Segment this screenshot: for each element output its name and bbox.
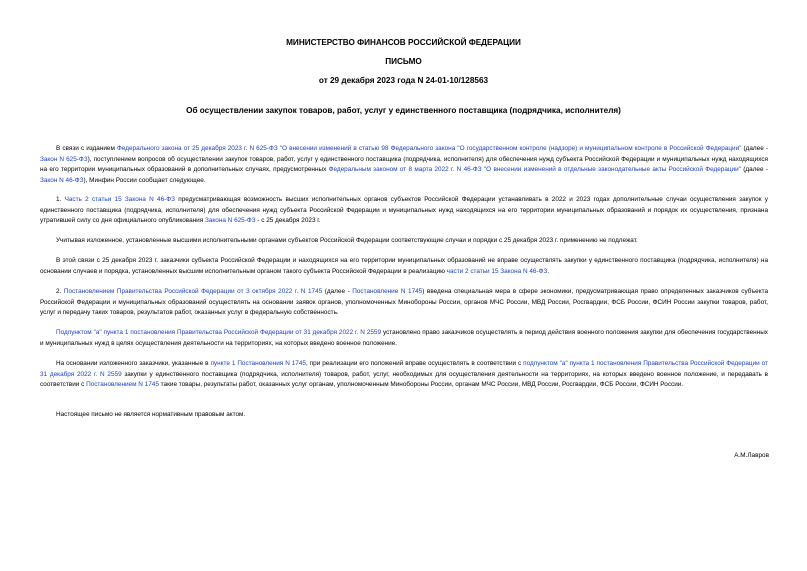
text: предусматривающая возможность высших исполнительных органов субъектов Российской Федерации устанавливать в 2022 и 2023 годах дополнительные случаи осуществления закупок у единственного поставщика (подрядчика, исполнителя) для обеспечения нужд субъекта Российской Федерации и муниципальных нужд находящихся на его территории муниципальных образований и порядок их осуществления, признана утратившей силу со дня официального опубликования (40, 196, 768, 225)
law-link-625fz[interactable]: Закон N 625-ФЗ (40, 155, 88, 163)
text: . (547, 267, 550, 275)
text: На основании изложенного заказчики, указанные в (56, 360, 211, 367)
paragraph-intro (40, 144, 768, 187)
text: , при реализации его положений вправе осуществлять в соответствии с (305, 360, 524, 367)
decree-link-1745[interactable]: Постановлением N 1745 (86, 381, 159, 389)
text: такие товары, результаты работ, оказанных услуг органам, уполномоченным Минобороны России, органам МЧС России, МВД России, Росгвардии, ФСБ России, ФСИН России. (158, 381, 684, 389)
ministry-title: МИНИСТЕРСТВО ФИНАНСОВ РОССИЙСКОЙ ФЕДЕРАЦИИ (286, 38, 521, 47)
text: ), Минфин России сообщает следующее. (83, 177, 206, 185)
text: - с 25 декабря 2023 г. (255, 217, 321, 225)
doc-date-number: от 29 декабря 2023 года N 24-01-10/128563 (318, 76, 489, 85)
law-link-625fz[interactable]: Закона N 625-ФЗ (204, 217, 256, 225)
signature: А.М.Лавров (734, 452, 769, 459)
text: (далее - (740, 166, 768, 174)
paragraph-1 (40, 195, 768, 227)
text: 1. (56, 196, 65, 203)
doc-subject: Об осуществлении закупок товаров, работ, услуг у единственного поставщика (подрядчика, исполнителя) (186, 106, 621, 115)
text: В связи с изданием (56, 145, 117, 152)
text: (далее - (741, 145, 768, 152)
text: установлено право заказчиков осуществлять в период действия военного положения закупки для обеспечения государственных и муниципальных нужд в целях осуществления деятельности на территориях, на которых введено военное положение. (40, 329, 769, 347)
paragraph-martial-law (40, 328, 768, 349)
text: ) введена специальная мера в сфере экономики, предусматривающая право определенных заказчиков субъекта Российской Федерации и муниципальных образований осуществлять на основании заявок органов, уполномоченных Минобороны России, органов МЧС России, МВД России, Росгвардии, ФСБ России, ФСИН России закупки товаров, работ, услуг и передачу таких товаров, результатов работ, оказанных услуг в федеральную собственность. (40, 288, 768, 317)
text: закупки у единственного поставщика (подрядчика, исполнителя) товаров, работ, услуг, необходимых для осуществления деятельности на территориях, на которых введено военное положение, и передавать в соответствии с (40, 370, 768, 389)
text: (далее - (322, 288, 353, 295)
law-link-46fz-full[interactable]: Федеральным законом от 8 марта 2022 г. N 46-ФЗ "О внесении изменений в отдельные законодательные акты Российской Федерации" (328, 166, 741, 174)
text: Учитывая изложенное, установленные высшими исполнительными органами субъектов Российской Федерации соответствующие случаи и порядки с 25 декабря 2023 г. применению не подлежат. (56, 237, 638, 244)
law-link-46fz-art15[interactable]: Часть 2 статьи 15 Закона N 46-ФЗ (64, 196, 175, 203)
paragraph-disclaimer (40, 410, 768, 421)
law-link-46fz-art15-part2[interactable]: части 2 статьи 15 Закона N 46-ФЗ (446, 267, 548, 275)
law-link-46fz[interactable]: Закон N 46-ФЗ (40, 177, 84, 185)
decree-link-2559[interactable]: Подпунктом "а" пункта 1 постановления Правительства Российской Федерации от 31 декабря 2022 г. N 2559 (56, 329, 382, 336)
decree-link-2559-full[interactable]: подпунктом "а" пункта 1 постановления Правительства Российской Федерации от 31 декабря 2022 г. N 2559 (40, 360, 768, 378)
paragraph-2 (40, 287, 768, 319)
decree-link-1745-full[interactable]: Постановлением Правительства Российской Федерации от 3 октября 2022 г. N 1745 (63, 288, 323, 295)
text: ), поступлением вопросов об осуществлении закупок товаров, работ, услуг у единственного поставщика (подрядчика, исполнителя) для обеспечения нужд субъекта Российской Федерации и муниципальных нужд находящихся на его территории муниципальных образований в дополнительных случаях, предусмотренных (40, 155, 768, 174)
paragraph-conclusion (40, 359, 768, 391)
paragraph-restriction (40, 256, 768, 277)
law-link-625fz-full[interactable]: Федерального закона от 25 декабря 2023 г. N 625-ФЗ "О внесении изменений в статью 98 Федерального закона "О государственном контроле (надзоре) и муниципальном контроле в Российской Федерации" (116, 145, 742, 152)
text: 2. (56, 288, 64, 295)
text: В этой связи с 25 декабря 2023 г. заказчики субъекта Российской Федерации и находящихся на его территории муниципальных образований не вправе осуществлять закупки у единственного поставщика (подрядчика, исполнителя) на основании случаев и порядка, установленных высшим исполнительным органом такого субъекта Российской Федерации в реализацию (40, 257, 768, 275)
text: Настоящее письмо не является нормативным правовым актом. (56, 411, 246, 418)
doc-type: ПИСЬМО (385, 57, 422, 66)
decree-link-1745[interactable]: Постановление N 1745 (352, 288, 423, 295)
paragraph-consequence (40, 236, 768, 247)
decree-link-1745-p1[interactable]: пункте 1 Постановления N 1745 (210, 360, 306, 367)
